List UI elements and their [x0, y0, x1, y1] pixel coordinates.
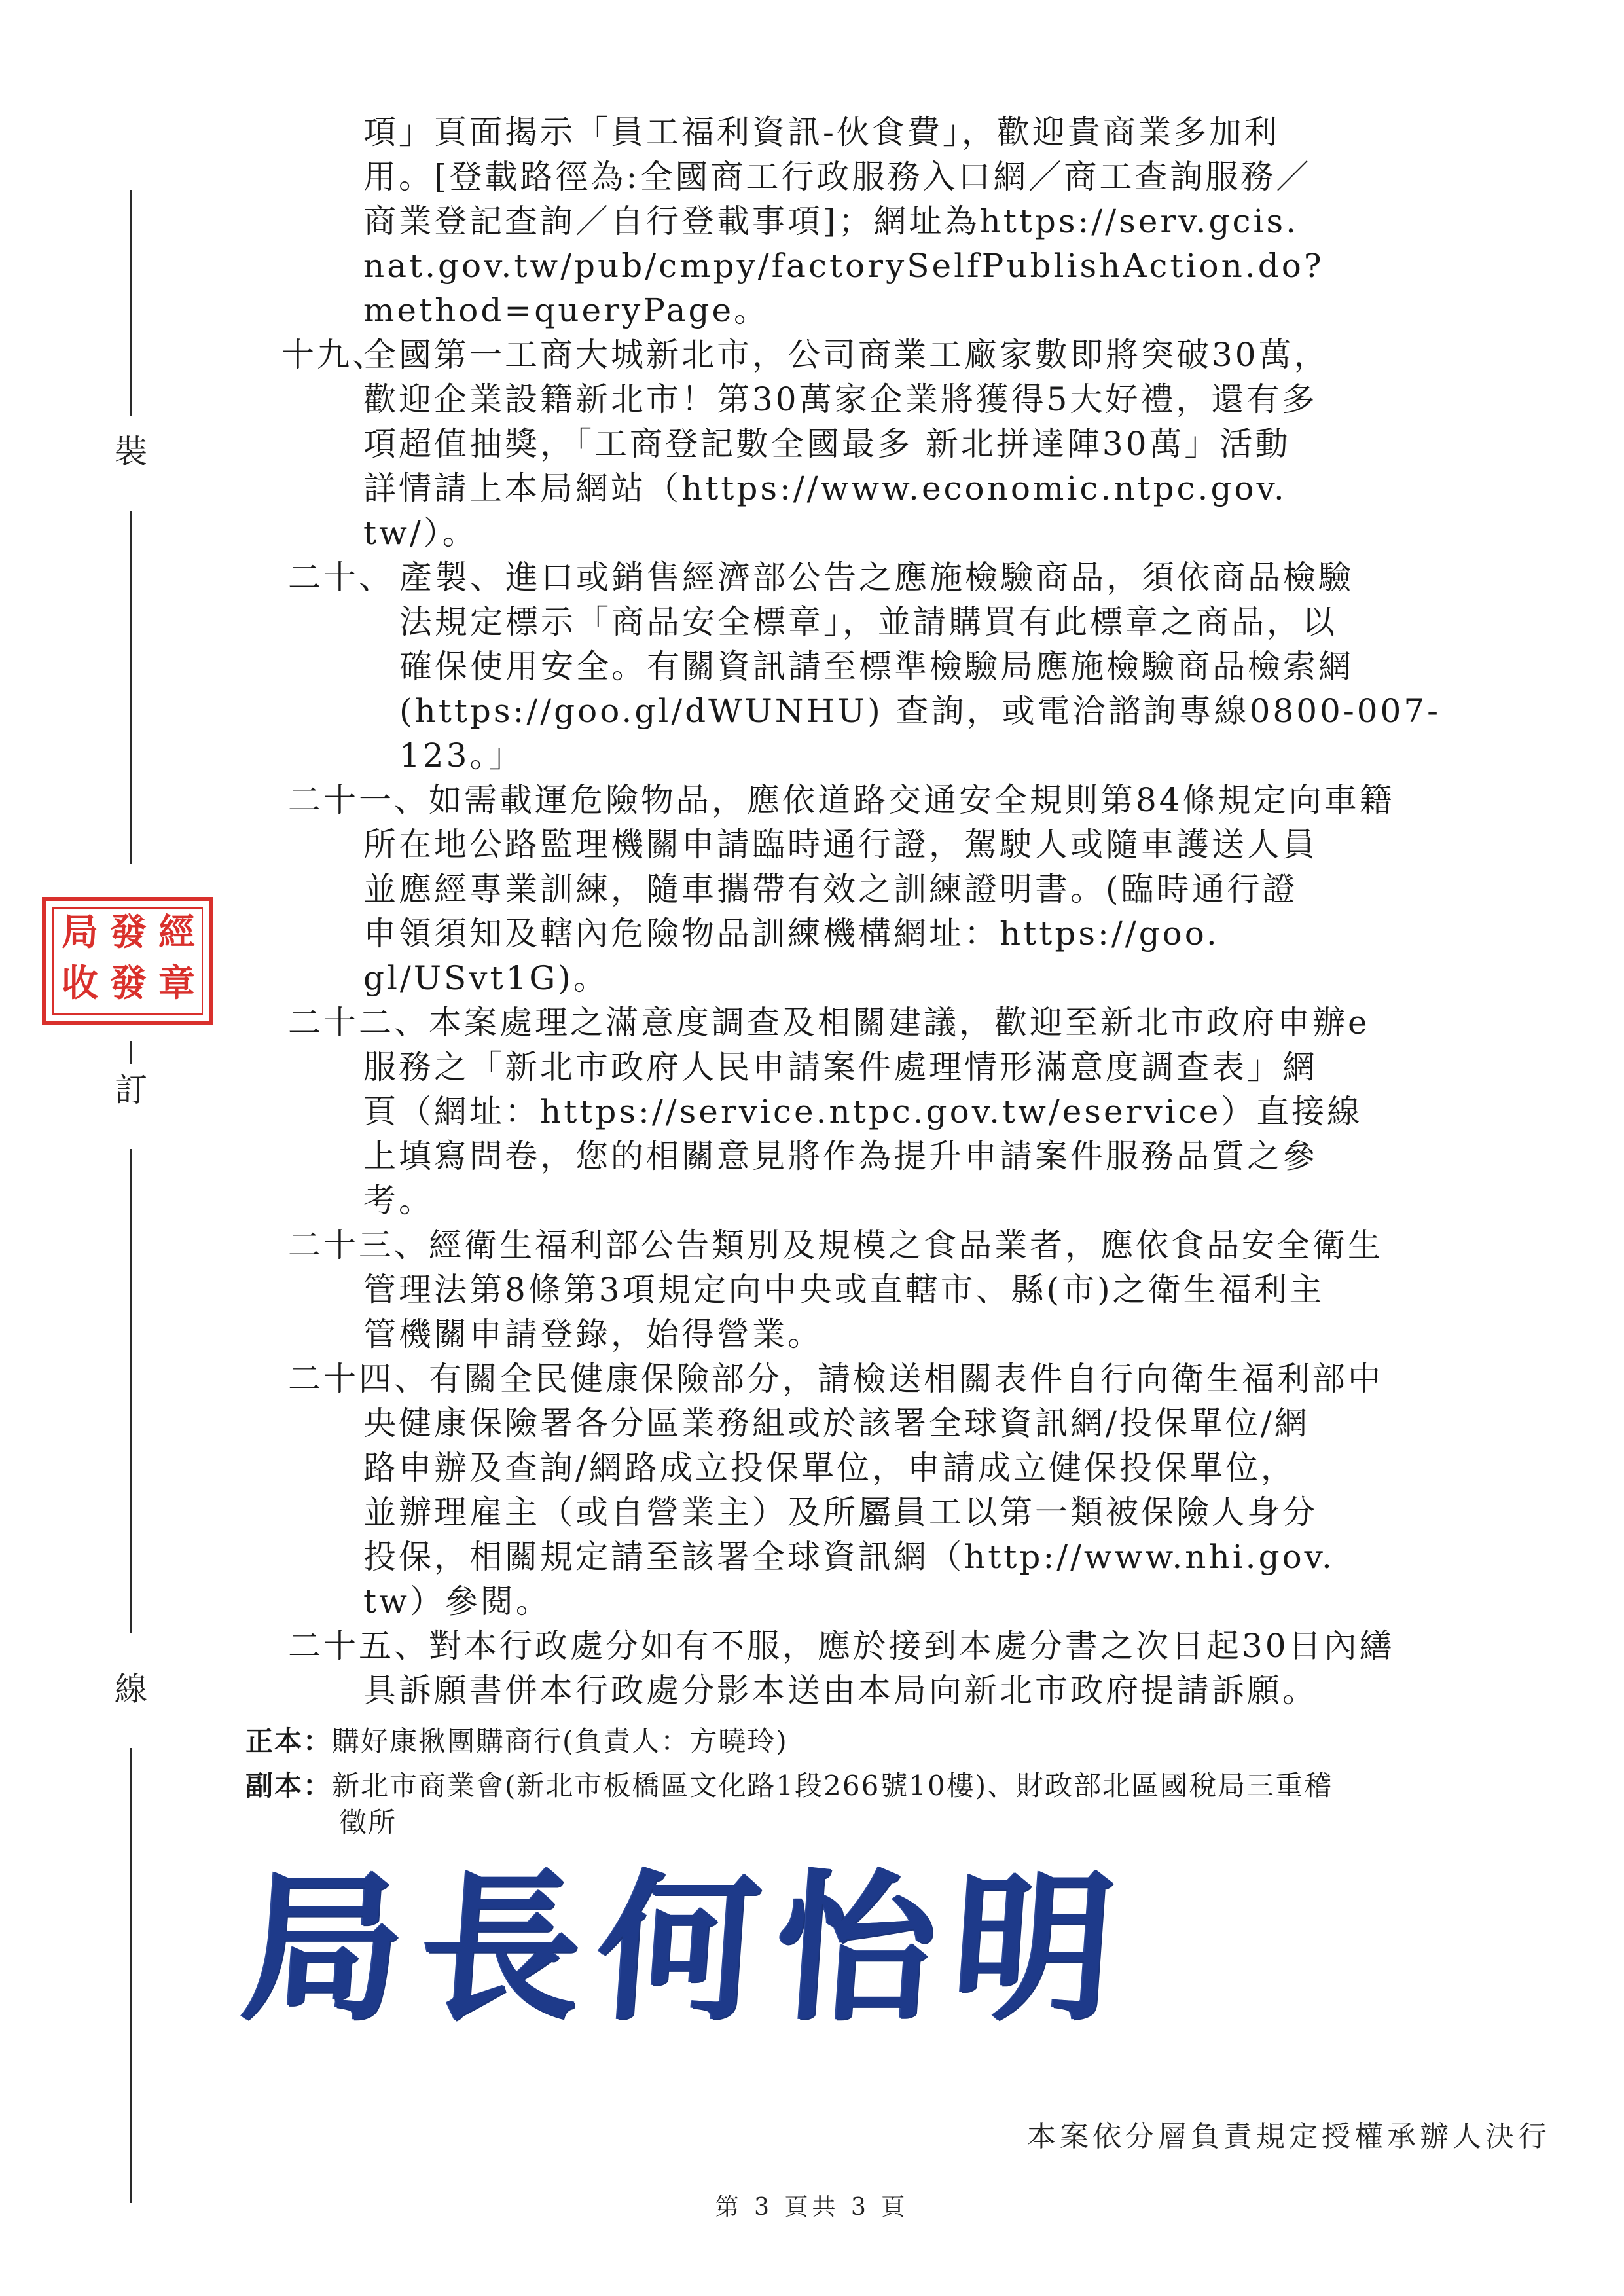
- text-line: nat.gov.tw/pub/cmpy/factorySelfPublishAction.do?: [363, 247, 1324, 285]
- text-line: 項」頁面揭示「員工福利資訊-伙食費」，歡迎貴商業多加利: [363, 113, 1280, 151]
- text-line: 具訴願書併本行政處分影本送由本局向新北市政府提請訴願。: [363, 1671, 1318, 1709]
- binding-line-mid1: [130, 511, 132, 864]
- item-number: 十九、: [281, 336, 388, 374]
- binding-line-top: [130, 190, 132, 416]
- binding-char-xian: 線: [115, 1670, 147, 1708]
- text-line: 用。[登載路徑為:全國商工行政服務入口網／商工查詢服務／: [363, 158, 1312, 196]
- director-signature: 局長何怡明: [236, 1853, 1138, 2042]
- text-line: 經衛生福利部公告類別及規模之食品業者，應依食品安全衛生: [429, 1226, 1383, 1264]
- recipient-copy: [245, 1768, 1333, 1841]
- page-number: 第 3 頁共 3 頁: [715, 2194, 909, 2221]
- item-number: 二十三、: [288, 1226, 429, 1264]
- text-line: 對本行政處分如有不服，應於接到本處分書之次日起30日內繕: [429, 1627, 1395, 1665]
- seal-glyph-1: 局: [62, 911, 98, 954]
- delegation-note: 本案依分層負責規定授權承辦人決行: [1027, 2120, 1551, 2153]
- text-line: method=queryPage。: [363, 291, 770, 329]
- text-line: 歡迎企業設籍新北市！第30萬家企業將獲得5大好禮，還有多: [363, 380, 1318, 418]
- item-24: [288, 1357, 1532, 1624]
- recipient-original: [245, 1723, 788, 1760]
- text-line: tw/）。: [363, 514, 478, 552]
- binding-line-bottom: [130, 1748, 132, 2203]
- seal-glyph-5: 發: [110, 962, 147, 1005]
- item-21: [288, 778, 1532, 1000]
- binding-char-zhuang: 裝: [115, 433, 147, 471]
- copy-label: 副本：: [245, 1770, 333, 1802]
- seal-glyph-2: 發: [110, 911, 147, 954]
- item-22: [288, 1000, 1532, 1223]
- seal-glyph-3: 經: [158, 911, 195, 954]
- original-label: 正本：: [245, 1725, 333, 1757]
- text-line: 路申辦及查詢/網路成立投保單位，申請成立健保投保單位，: [363, 1449, 1296, 1487]
- text-line: 所在地公路監理機關申請臨時通行證，駕駛人或隨車護送人員: [363, 826, 1318, 864]
- text-line: 服務之「新北市政府人民申請案件處理情形滿意度調查表」網: [363, 1048, 1318, 1086]
- seal-glyph-4: 收: [62, 962, 98, 1005]
- text-line: tw）參閱。: [363, 1582, 551, 1620]
- binding-line-mid2: [130, 1041, 132, 1064]
- item-number: 二十、: [288, 558, 394, 596]
- text-line: 詳情請上本局網站（https://www.economic.ntpc.gov.: [363, 469, 1287, 507]
- text-line: 本案處理之滿意度調查及相關建議，歡迎至新北市政府申辦e: [429, 1004, 1370, 1042]
- item-number: 二十五、: [288, 1627, 429, 1665]
- text-line: 確保使用安全。有關資訊請至標準檢驗局應施檢驗商品檢索網: [399, 647, 1354, 685]
- copy-recipient-line2: 徵所: [339, 1806, 397, 1838]
- text-line: 考。: [363, 1182, 434, 1220]
- text-line: 商業登記查詢／自行登載事項]；網址為https://serv.gcis.: [363, 202, 1299, 240]
- binding-char-ding: 訂: [115, 1071, 147, 1109]
- seal-glyph-6: 章: [158, 962, 195, 1005]
- text-line: 頁（網址：https://service.ntpc.gov.tw/eservice）直接線: [363, 1093, 1363, 1131]
- text-line: (https://goo.gl/dWUNHU) 查詢，或電洽諮詢專線0800-007-: [399, 692, 1441, 730]
- item-25: [288, 1624, 1532, 1713]
- text-line: 項超值抽獎，「工商登記數全國最多 新北拼達陣30萬」活動: [363, 425, 1291, 463]
- item-23: [288, 1223, 1532, 1357]
- text-line: gl/USvt1G)。: [363, 959, 609, 997]
- document-body: [281, 110, 1532, 1713]
- item-19: [281, 333, 1532, 555]
- text-line: 央健康保險署各分區業務組或於該署全球資訊網/投保單位/網: [363, 1404, 1310, 1442]
- receipt-seal: [42, 897, 213, 1025]
- binding-line-mid3: [130, 1149, 132, 1633]
- text-line: 上填寫問卷，您的相關意見將作為提升申請案件服務品質之參: [363, 1137, 1318, 1175]
- text-line: 投保，相關規定請至該署全球資訊網（http://www.nhi.gov.: [363, 1538, 1335, 1576]
- item-number: 二十一、: [288, 781, 429, 819]
- text-line: 管機關申請登錄，始得營業。: [363, 1315, 823, 1353]
- item-number: 二十二、: [288, 1004, 429, 1042]
- text-line: 管理法第8條第3項規定向中央或直轄市、縣(市)之衛生福利主: [363, 1271, 1325, 1309]
- continuation-paragraph: [363, 110, 1532, 333]
- text-line: 有關全民健康保險部分，請檢送相關表件自行向衛生福利部中: [429, 1360, 1383, 1398]
- text-line: 123。」: [399, 737, 524, 774]
- text-line: 申領須知及轄內危險物品訓練機構網址：https://goo.: [363, 915, 1219, 953]
- text-line: 並辦理雇主（或自營業主）及所屬員工以第一類被保險人身分: [363, 1493, 1318, 1531]
- text-line: 產製、進口或銷售經濟部公告之應施檢驗商品，須依商品檢驗: [399, 558, 1354, 596]
- text-line: 全國第一工商大城新北市，公司商業工廠家數即將突破30萬，: [363, 336, 1329, 374]
- text-line: 如需載運危險物品，應依道路交通安全規則第84條規定向車籍: [429, 781, 1395, 819]
- text-line: 法規定標示「商品安全標章」，並請購買有此標章之商品，以: [399, 603, 1337, 641]
- text-line: 並應經專業訓練，隨車攜帶有效之訓練證明書。(臨時通行證: [363, 870, 1298, 908]
- copy-recipient-line1: 新北市商業會(新北市板橋區文化路1段266號10樓)、財政部北區國稅局三重稽: [332, 1770, 1333, 1802]
- original-recipient: 購好康揪團購商行(負責人：方曉玲): [332, 1725, 788, 1757]
- item-number: 二十四、: [288, 1360, 429, 1398]
- item-20: [288, 555, 1532, 778]
